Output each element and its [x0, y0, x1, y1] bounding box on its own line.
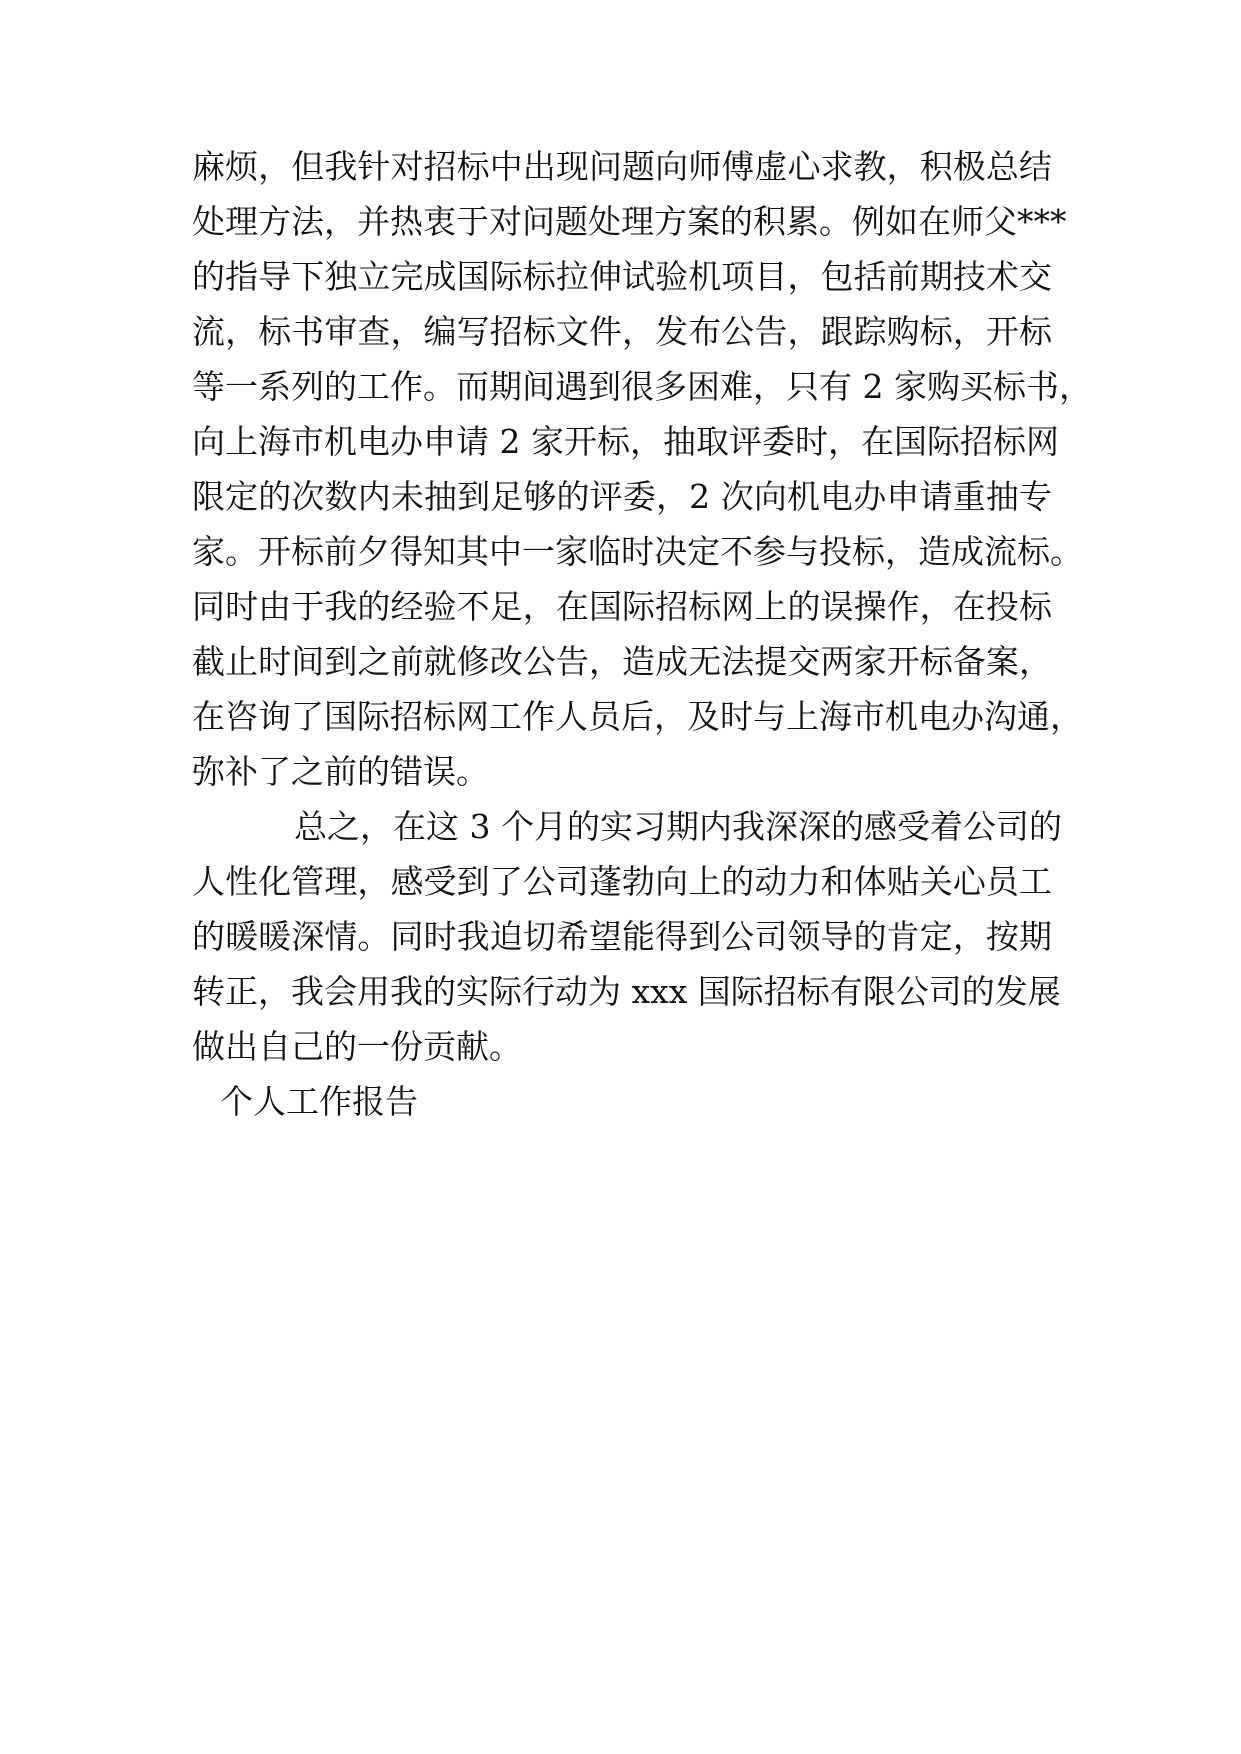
paragraph-1-line-1: 麻烦，但我针对招标中出现问题向师傅虚心求教，积极总结: [192, 147, 1052, 186]
paragraph-1-line-9: 同时由于我的经验不足，在国际招标网上的误操作，在投标: [192, 587, 1052, 626]
paragraph-1-line-6: 向上海市机电办申请 2 家开标，抽取评委时，在国际招标网: [192, 422, 1059, 461]
paragraph-1-line-11: 在咨询了国际招标网工作人员后，及时与上海市机电办沟通，: [192, 697, 1083, 736]
paragraph-2-line-1: 总之，在这 3 个月的实习期内我深深的感受着公司的: [294, 807, 1062, 846]
paragraph-1-line-7: 限定的次数内未抽到足够的评委，2 次向机电办申请重抽专: [192, 477, 1052, 516]
paragraph-1-line-4: 流，标书审查，编写招标文件，发布公告，跟踪购标，开标: [192, 312, 1052, 351]
paragraph-2-line-5: 做出自己的一份贡献。: [192, 1027, 522, 1066]
paragraph-1-line-5: 等一系列的工作。而期间遇到很多困难，只有 2 家购买标书，: [192, 367, 1092, 406]
report-heading: 个人工作报告: [220, 1082, 418, 1121]
paragraph-2-line-4: 转正，我会用我的实际行动为 xxx 国际招标有限公司的发展: [192, 972, 1061, 1011]
paragraph-1-line-12: 弥补了之前的错误。: [192, 752, 489, 791]
paragraph-1-line-2: 处理方法，并热衷于对问题处理方案的积累。例如在师父***: [192, 202, 1067, 241]
paragraph-1-line-10: 截止时间到之前就修改公告，造成无法提交两家开标备案，: [192, 642, 1052, 681]
paragraph-2-line-2: 人性化管理，感受到了公司蓬勃向上的动力和体贴关心员工: [192, 862, 1052, 901]
paragraph-1-line-8: 家。开标前夕得知其中一家临时决定不参与投标，造成流标。: [192, 532, 1083, 571]
paragraph-2-line-3: 的暖暖深情。同时我迫切希望能得到公司领导的肯定，按期: [192, 917, 1052, 956]
paragraph-1-line-3: 的指导下独立完成国际标拉伸试验机项目，包括前期技术交: [192, 257, 1052, 296]
